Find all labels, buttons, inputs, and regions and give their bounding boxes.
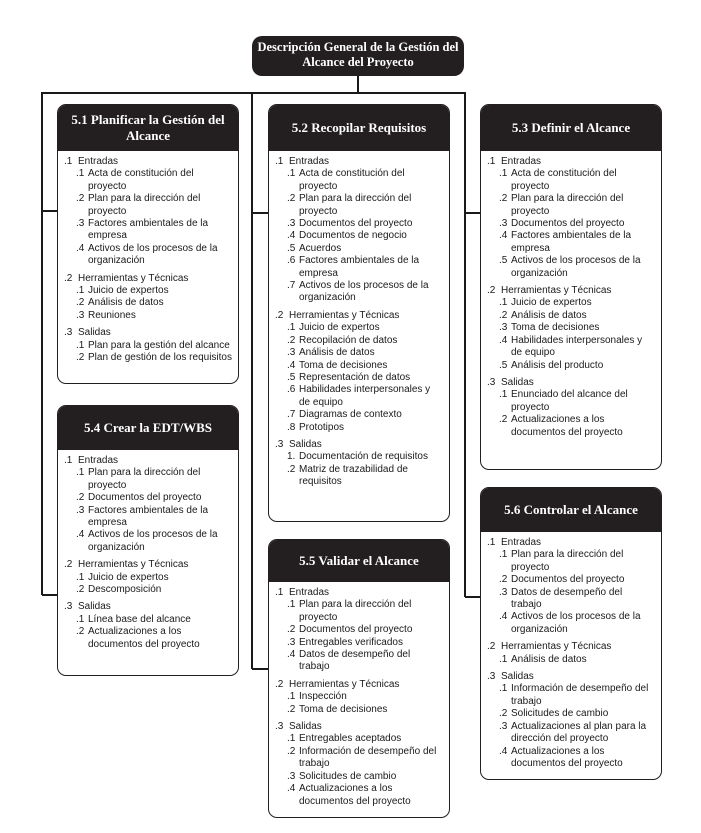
item-text: Activos de los procesos de la organización xyxy=(511,611,641,635)
item-text: Solicitudes de cambio xyxy=(299,770,397,782)
process-section xyxy=(275,310,443,434)
item-number: .2 xyxy=(76,626,85,638)
item-number: .1 xyxy=(499,297,508,309)
item-text: Factores ambientales de la empresa xyxy=(88,218,209,242)
section-number: .1 xyxy=(487,537,496,548)
item-number: .2 xyxy=(76,492,85,504)
process-section xyxy=(64,273,232,323)
item-number: .2 xyxy=(499,414,508,426)
process-section xyxy=(487,671,655,770)
list-item xyxy=(487,218,655,230)
item-text: Información de desempeño del trabajo xyxy=(299,745,437,770)
item-text: Análisis del producto xyxy=(511,359,604,371)
item-number: .1 xyxy=(287,599,296,611)
connector-right-vertical xyxy=(464,92,466,597)
item-text: Acta de constitución del proyecto xyxy=(511,168,617,192)
section-title: Herramientas y Técnicas xyxy=(289,678,400,690)
item-text: Análisis de datos xyxy=(511,309,587,321)
list-item xyxy=(64,572,232,584)
item-text: Enunciado del alcance del proyecto xyxy=(511,389,628,413)
item-text: Análisis de datos xyxy=(88,297,164,309)
section-title: Salidas xyxy=(78,601,111,613)
item-text: Habilidades interpersonales y de equipo xyxy=(511,334,643,359)
connector-top-vertical xyxy=(357,76,359,93)
connector-stub-5-2 xyxy=(252,212,269,214)
item-number: .3 xyxy=(499,720,508,732)
item-text: Plan para la dirección del proyecto xyxy=(88,467,201,491)
process-section xyxy=(275,587,443,674)
list-item xyxy=(275,649,443,674)
section-heading xyxy=(487,156,655,168)
section-number: .1 xyxy=(275,587,284,598)
item-number: 1. xyxy=(287,451,296,463)
item-number: .5 xyxy=(499,255,508,267)
connector-center-vertical xyxy=(251,92,253,669)
item-number: .4 xyxy=(499,745,508,757)
list-item xyxy=(487,335,655,360)
section-number: .3 xyxy=(487,376,496,388)
item-number: .1 xyxy=(287,733,296,745)
item-text: Actualizaciones al plan para la dirección del proyecto xyxy=(511,720,647,745)
list-item xyxy=(487,389,655,414)
section-number: .3 xyxy=(275,438,284,450)
section-heading xyxy=(275,679,443,691)
section-title: Herramientas y Técnicas xyxy=(289,309,400,321)
list-item xyxy=(487,574,655,586)
process-title: 5.5 Validar el Alcance xyxy=(269,540,449,582)
item-text: Factores ambientales de la empresa xyxy=(88,504,209,529)
item-number: .3 xyxy=(76,218,85,230)
item-text: Acta de constitución del proyecto xyxy=(88,168,194,192)
item-text: Documentación de requisitos xyxy=(299,451,428,463)
item-text: Solicitudes de cambio xyxy=(511,708,609,720)
section-heading xyxy=(487,671,655,683)
item-text: Activos de los procesos de la organización xyxy=(88,242,218,267)
item-text: Prototipos xyxy=(299,421,345,433)
process-box-5-2 xyxy=(268,104,450,522)
list-item xyxy=(275,409,443,421)
process-section xyxy=(64,559,232,596)
list-item xyxy=(275,451,443,463)
connector-stub-5-3 xyxy=(465,212,481,214)
item-number: .2 xyxy=(287,624,296,636)
list-item xyxy=(64,243,232,268)
section-title: Herramientas y Técnicas xyxy=(78,272,189,284)
item-number: .5 xyxy=(287,242,296,254)
list-item xyxy=(275,422,443,434)
item-number: .1 xyxy=(287,691,296,703)
item-text: Factores ambientales de la empresa xyxy=(299,255,420,279)
item-number: .7 xyxy=(287,409,296,421)
process-section xyxy=(487,537,655,636)
item-number: .2 xyxy=(499,708,508,720)
item-number: .1 xyxy=(76,285,85,297)
process-box-5-1 xyxy=(57,104,239,384)
list-item xyxy=(275,733,443,745)
list-item xyxy=(64,352,232,364)
process-box-5-5 xyxy=(268,539,450,818)
item-text: Línea base del alcance xyxy=(88,613,191,625)
list-item xyxy=(487,587,655,612)
item-text: Plan para la dirección del proyecto xyxy=(88,193,201,217)
section-heading xyxy=(487,285,655,297)
item-text: Activos de los procesos de la organización xyxy=(88,529,218,553)
item-number: .1 xyxy=(499,389,508,401)
process-title: 5.2 Recopilar Requisitos xyxy=(269,105,449,151)
item-text: Reuniones xyxy=(88,309,136,321)
process-section xyxy=(64,601,232,651)
item-number: .2 xyxy=(76,297,85,309)
process-title: 5.4 Crear la EDT/WBS xyxy=(58,406,238,450)
process-section xyxy=(64,455,232,554)
item-number: .3 xyxy=(76,504,85,516)
item-text: Toma de decisiones xyxy=(511,322,600,334)
list-item xyxy=(275,624,443,636)
section-heading xyxy=(64,273,232,285)
section-number: .2 xyxy=(64,559,73,571)
item-text: Datos de desempeño del trabajo xyxy=(511,586,623,611)
section-title: Entradas xyxy=(289,156,330,167)
item-text: Toma de decisiones xyxy=(299,359,388,371)
section-title: Entradas xyxy=(78,455,119,466)
list-item xyxy=(487,683,655,708)
item-text: Representación de datos xyxy=(299,371,411,383)
process-body xyxy=(481,532,661,770)
section-heading xyxy=(275,439,443,451)
section-number: .3 xyxy=(487,671,496,683)
list-item xyxy=(64,193,232,218)
list-item xyxy=(275,243,443,255)
list-item xyxy=(487,230,655,255)
item-text: Habilidades interpersonales y de equipo xyxy=(299,384,431,408)
process-body xyxy=(58,151,238,365)
item-number: .6 xyxy=(287,384,296,396)
process-title: 5.3 Definir el Alcance xyxy=(481,105,661,151)
item-text: Documentos de negocio xyxy=(299,230,407,242)
item-number: .2 xyxy=(499,193,508,205)
item-number: .2 xyxy=(76,193,85,205)
item-number: .1 xyxy=(499,653,508,665)
item-number: .4 xyxy=(287,359,296,371)
section-heading xyxy=(64,327,232,339)
list-item xyxy=(275,322,443,334)
item-number: .7 xyxy=(287,280,296,292)
section-heading xyxy=(275,587,443,599)
connector-stub-5-5 xyxy=(252,668,269,670)
item-text: Plan para la dirección del proyecto xyxy=(511,549,624,573)
item-number: .3 xyxy=(287,636,296,648)
section-title: Salidas xyxy=(501,376,534,388)
item-text: Entregables aceptados xyxy=(299,733,402,745)
section-title: Herramientas y Técnicas xyxy=(501,285,612,297)
list-item xyxy=(275,280,443,305)
process-body xyxy=(481,151,661,439)
section-number: .1 xyxy=(64,455,73,466)
item-number: .3 xyxy=(499,218,508,230)
list-item xyxy=(64,218,232,243)
section-title: Entradas xyxy=(289,587,330,598)
item-number: .1 xyxy=(76,168,85,180)
section-heading xyxy=(64,559,232,571)
item-number: .4 xyxy=(287,783,296,795)
list-item xyxy=(275,746,443,771)
diagram-title: Descripción General de la Gestión del Alcance del Proyecto xyxy=(252,36,464,76)
list-item xyxy=(64,505,232,530)
list-item xyxy=(487,322,655,334)
item-number: .1 xyxy=(76,613,85,625)
list-item xyxy=(275,255,443,280)
item-number: .3 xyxy=(499,322,508,334)
item-text: Factores ambientales de la empresa xyxy=(511,230,632,254)
item-number: .1 xyxy=(499,168,508,180)
list-item xyxy=(64,297,232,309)
list-item xyxy=(64,340,232,352)
item-number: .4 xyxy=(499,334,508,346)
section-number: .3 xyxy=(64,327,73,339)
process-box-5-6 xyxy=(480,487,662,780)
item-number: .2 xyxy=(499,309,508,321)
list-item xyxy=(64,467,232,492)
section-title: Entradas xyxy=(501,537,542,548)
section-title: Salidas xyxy=(289,721,322,733)
list-item xyxy=(275,372,443,384)
section-number: .1 xyxy=(487,156,496,167)
section-number: .2 xyxy=(275,309,284,321)
list-item xyxy=(487,414,655,439)
item-text: Documentos del proyecto xyxy=(88,492,202,504)
item-number: .2 xyxy=(287,193,296,205)
section-heading xyxy=(275,156,443,168)
process-body xyxy=(269,151,449,489)
section-title: Herramientas y Técnicas xyxy=(501,641,612,653)
process-title: 5.1 Planificar la Gestión del Alcance xyxy=(58,105,238,151)
item-number: .3 xyxy=(287,218,296,230)
list-item xyxy=(64,626,232,651)
item-text: Plan para la gestión del alcance xyxy=(88,339,230,351)
item-number: .2 xyxy=(287,334,296,346)
process-section xyxy=(275,156,443,305)
item-text: Documentos del proyecto xyxy=(299,624,413,636)
section-number: .3 xyxy=(275,721,284,733)
list-item xyxy=(275,335,443,347)
item-text: Actualizaciones a los documentos del proyecto xyxy=(511,414,623,438)
section-title: Herramientas y Técnicas xyxy=(78,559,189,571)
item-text: Recopilación de datos xyxy=(299,334,398,346)
list-item xyxy=(275,218,443,230)
item-text: Descomposición xyxy=(88,584,162,596)
section-heading xyxy=(64,156,232,168)
item-number: .8 xyxy=(287,421,296,433)
list-item xyxy=(275,464,443,489)
item-number: .4 xyxy=(287,649,296,661)
item-number: .1 xyxy=(287,168,296,180)
process-title: 5.6 Controlar el Alcance xyxy=(481,488,661,532)
item-text: Activos de los procesos de la organización xyxy=(511,255,641,279)
list-item xyxy=(64,584,232,596)
connector-stub-5-1 xyxy=(42,210,58,212)
process-section xyxy=(275,721,443,808)
section-title: Salidas xyxy=(501,671,534,683)
item-number: .2 xyxy=(287,703,296,715)
item-number: .1 xyxy=(499,683,508,695)
item-number: .2 xyxy=(287,463,296,475)
item-text: Acta de constitución del proyecto xyxy=(299,168,405,192)
item-text: Documentos del proyecto xyxy=(299,218,413,230)
section-number: .2 xyxy=(64,272,73,284)
list-item xyxy=(64,168,232,193)
item-number: .1 xyxy=(76,571,85,583)
process-section xyxy=(487,641,655,666)
item-text: Documentos del proyecto xyxy=(511,574,625,586)
item-number: .5 xyxy=(287,371,296,383)
list-item xyxy=(275,360,443,372)
list-item xyxy=(275,347,443,359)
item-number: .4 xyxy=(76,242,85,254)
item-number: .2 xyxy=(76,352,85,364)
list-item xyxy=(275,771,443,783)
section-heading xyxy=(64,601,232,613)
item-text: Acuerdos xyxy=(299,242,342,254)
process-section xyxy=(487,285,655,372)
section-number: .3 xyxy=(64,601,73,613)
item-text: Análisis de datos xyxy=(511,653,587,665)
item-text: Inspección xyxy=(299,691,347,703)
list-item xyxy=(275,783,443,808)
item-text: Plan para la dirección del proyecto xyxy=(511,193,624,217)
item-number: .1 xyxy=(76,467,85,479)
item-number: .6 xyxy=(287,255,296,267)
process-box-5-4 xyxy=(57,405,239,676)
item-number: .1 xyxy=(287,322,296,334)
section-title: Salidas xyxy=(78,327,111,339)
section-title: Entradas xyxy=(501,156,542,167)
list-item xyxy=(487,255,655,280)
list-item xyxy=(487,297,655,309)
process-section xyxy=(275,439,443,489)
item-text: Documentos del proyecto xyxy=(511,218,625,230)
section-title: Salidas xyxy=(289,438,322,450)
item-number: .4 xyxy=(76,529,85,541)
process-section xyxy=(487,156,655,280)
item-number: .3 xyxy=(76,309,85,321)
item-text: Análisis de datos xyxy=(299,347,375,359)
item-number: .3 xyxy=(287,347,296,359)
list-item xyxy=(275,704,443,716)
item-number: .5 xyxy=(499,359,508,371)
item-text: Plan para la dirección del proyecto xyxy=(299,193,412,217)
item-text: Plan para la dirección del proyecto xyxy=(299,599,412,623)
list-item xyxy=(487,746,655,771)
process-section xyxy=(64,327,232,364)
list-item xyxy=(275,599,443,624)
item-text: Datos de desempeño del trabajo xyxy=(299,649,411,673)
process-section xyxy=(275,679,443,716)
item-text: Actualizaciones a los documentos del proyecto xyxy=(511,745,623,769)
item-text: Diagramas de contexto xyxy=(299,409,402,421)
section-number: .2 xyxy=(487,285,496,297)
item-number: .4 xyxy=(287,230,296,242)
section-number: .1 xyxy=(64,156,73,167)
process-section xyxy=(64,156,232,268)
item-number: .3 xyxy=(287,770,296,782)
section-heading xyxy=(275,310,443,322)
item-text: Matriz de trazabilidad de requisitos xyxy=(299,463,408,488)
item-text: Plan de gestión de los requisitos xyxy=(88,352,232,364)
section-heading xyxy=(487,641,655,653)
list-item xyxy=(487,193,655,218)
connector-horizontal-bus xyxy=(42,92,466,94)
list-item xyxy=(275,637,443,649)
list-item xyxy=(487,168,655,193)
section-number: .2 xyxy=(275,678,284,690)
list-item xyxy=(275,691,443,703)
list-item xyxy=(275,193,443,218)
item-number: .1 xyxy=(499,549,508,561)
item-number: .2 xyxy=(287,745,296,757)
item-number: .1 xyxy=(76,339,85,351)
list-item xyxy=(64,492,232,504)
item-number: .2 xyxy=(499,574,508,586)
item-text: Toma de decisiones xyxy=(299,703,388,715)
process-section xyxy=(487,377,655,439)
item-text: Juicio de expertos xyxy=(88,571,169,583)
list-item xyxy=(487,708,655,720)
item-text: Activos de los procesos de la organización xyxy=(299,280,429,304)
section-number: .2 xyxy=(487,641,496,653)
section-title: Entradas xyxy=(78,156,119,167)
list-item xyxy=(487,654,655,666)
item-number: .4 xyxy=(499,611,508,623)
list-item xyxy=(64,614,232,626)
item-number: .4 xyxy=(499,230,508,242)
item-text: Actualizaciones a los documentos del proyecto xyxy=(299,783,411,807)
section-heading xyxy=(487,537,655,549)
list-item xyxy=(64,285,232,297)
list-item xyxy=(64,529,232,554)
connector-left-vertical xyxy=(41,92,43,595)
list-item xyxy=(487,310,655,322)
list-item xyxy=(487,360,655,372)
item-text: Información de desempeño del trabajo xyxy=(511,683,649,707)
item-text: Juicio de expertos xyxy=(88,285,169,297)
item-number: .3 xyxy=(499,586,508,598)
list-item xyxy=(275,384,443,409)
item-text: Entregables verificados xyxy=(299,636,403,648)
process-body xyxy=(269,582,449,808)
item-number: .2 xyxy=(76,584,85,596)
connector-stub-5-6 xyxy=(465,596,481,598)
section-number: .1 xyxy=(275,156,284,167)
section-heading xyxy=(275,721,443,733)
item-text: Actualizaciones a los documentos del proyecto xyxy=(88,626,200,650)
section-heading xyxy=(64,455,232,467)
item-text: Juicio de expertos xyxy=(299,322,380,334)
list-item xyxy=(487,721,655,746)
list-item xyxy=(64,310,232,322)
process-box-5-3 xyxy=(480,104,662,470)
item-text: Juicio de expertos xyxy=(511,297,592,309)
list-item xyxy=(487,549,655,574)
process-body xyxy=(58,450,238,651)
list-item xyxy=(487,611,655,636)
list-item xyxy=(275,168,443,193)
connector-stub-5-4 xyxy=(42,594,58,596)
section-heading xyxy=(487,377,655,389)
list-item xyxy=(275,230,443,242)
